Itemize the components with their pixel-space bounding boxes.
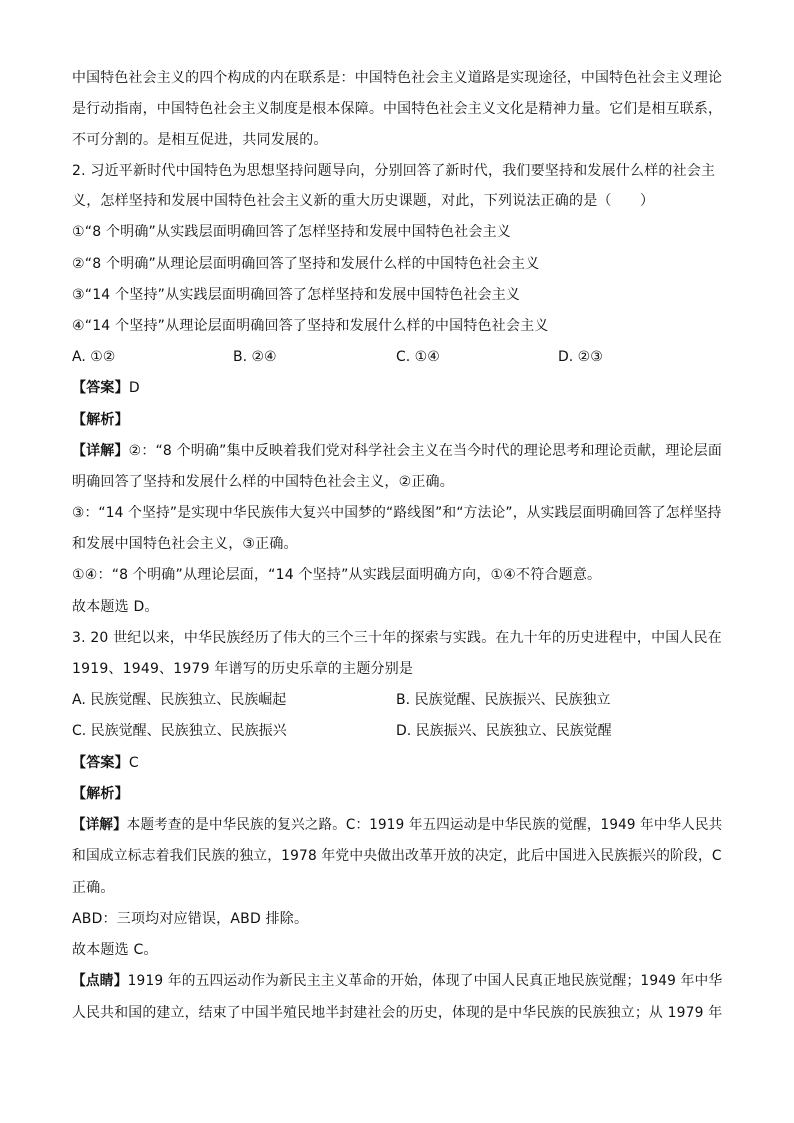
q3-stem-line-1: 3. 20 世纪以来，中华民族经历了伟大的三个三十年的探索与实践。在九十年的历史进程中，中国人民在 — [72, 630, 722, 646]
q3-detail-line-3: 正确。 — [72, 880, 115, 896]
q3-point-line-1 — [72, 971, 722, 991]
q2-detail-line-1 — [72, 441, 722, 461]
answer-tag: 【答案】 — [72, 755, 129, 771]
detail-tag: 【详解】 — [72, 817, 127, 833]
q2-detail-line-5: ①④：“8 个明确”从理论层面，“14 个坚持”从实践层面明确方向，①④不符合题意。 — [72, 567, 602, 583]
point-text: 1919 年的五四运动作为新民主主义革命的开始，体现了中国人民真正地民族觉醒；1949 年中华 — [127, 973, 723, 989]
q2-option-b: B. ②④ — [233, 349, 277, 365]
q2-conclusion: 故本题选 D。 — [72, 599, 159, 615]
q3-detail-line-1 — [72, 815, 722, 835]
q2-option-d: D. ②③ — [558, 349, 603, 365]
intro-line-1: 中国特色社会主义的四个构成的内在联系是：中国特色社会主义道路是实现途径，中国特色社会主义理论 — [72, 70, 723, 86]
q3-option-d: D. 民族振兴、民族独立、民族觉醒 — [396, 723, 612, 739]
detail-text: ②：“8 个明确”集中反映着我们党对科学社会主义在当今时代的理论思考和理论贡献，理论层面 — [128, 443, 723, 459]
q2-detail-line-2: 明确回答了坚持和发展什么样的中国特色社会主义，②正确。 — [72, 474, 454, 490]
q2-detail-line-4: 和发展中国特色社会主义，③正确。 — [72, 536, 298, 552]
q2-statement-3: ③“14 个坚持”从实践层面明确回答了怎样坚持和发展中国特色社会主义 — [72, 287, 521, 303]
q3-analysis-heading — [72, 784, 129, 804]
q3-option-b: B. 民族觉醒、民族振兴、民族独立 — [396, 692, 611, 708]
q2-answer — [72, 378, 140, 398]
intro-line-2: 是行动指南，中国特色社会主义制度是根本保障。中国特色社会主义文化是精神力量。它们是相互联系， — [72, 101, 723, 117]
q3-option-a: A. 民族觉醒、民族独立、民族崛起 — [72, 692, 287, 708]
q3-conclusion: 故本题选 C。 — [72, 942, 158, 958]
answer-value: D — [128, 380, 140, 396]
q3-option-c: C. 民族觉醒、民族独立、民族振兴 — [72, 723, 287, 739]
detail-text: 本题考查的是中华民族的复兴之路。C：1919 年五四运动是中华民族的觉醒，1949 年中华人民共 — [126, 817, 723, 833]
q3-detail-line-2: 和国成立标志着我们民族的独立，1978 年党中央做出改革开放的决定，此后中国进入民族振兴的阶段，C — [72, 848, 722, 864]
analysis-tag: 【解析】 — [72, 412, 129, 428]
detail-tag: 【详解】 — [72, 443, 129, 459]
q3-stem-line-2: 1919、1949、1979 年谱写的历史乐章的主题分别是 — [72, 661, 414, 677]
q2-detail-line-3: ③：“14 个坚持”是实现中华民族伟大复兴中国梦的“路线图”和“方法论”，从实践层面明确回答了怎样坚持 — [72, 505, 722, 521]
answer-value: C — [128, 755, 139, 771]
intro-line-3: 不可分割的。是相互促进，共同发展的。 — [72, 132, 328, 148]
q2-statement-2: ②“8 个明确”从理论层面明确回答了坚持和发展什么样的中国特色社会主义 — [72, 256, 540, 272]
q3-detail-line-4: ABD：三项均对应错误，ABD 排除。 — [72, 911, 309, 927]
q2-stem-line-2: 义，怎样坚持和发展中国特色社会主义新的重大历史课题，对此，下列说法正确的是（ ） — [72, 193, 655, 209]
q2-statement-4: ④“14 个坚持”从理论层面明确回答了坚持和发展什么样的中国特色社会主义 — [72, 318, 549, 334]
analysis-tag: 【解析】 — [72, 786, 129, 802]
q2-statement-1: ①“8 个明确”从实践层面明确回答了怎样坚持和发展中国特色社会主义 — [72, 224, 512, 240]
q2-stem-line-1: 2. 习近平新时代中国特色为思想坚持问题导向，分别回答了新时代，我们要坚持和发展什么样的社会主 — [72, 163, 716, 179]
answer-tag: 【答案】 — [72, 380, 129, 396]
q2-option-c: C. ①④ — [396, 349, 440, 365]
q2-option-a: A. ①② — [72, 349, 116, 365]
q3-point-line-2: 人民共和国的建立，结束了中国半殖民地半封建社会的历史，体现的是中华民族的民族独立；从 1979 年 — [72, 1005, 723, 1021]
point-tag: 【点睛】 — [72, 973, 128, 989]
q3-answer — [72, 753, 139, 773]
q2-analysis-heading — [72, 410, 129, 430]
